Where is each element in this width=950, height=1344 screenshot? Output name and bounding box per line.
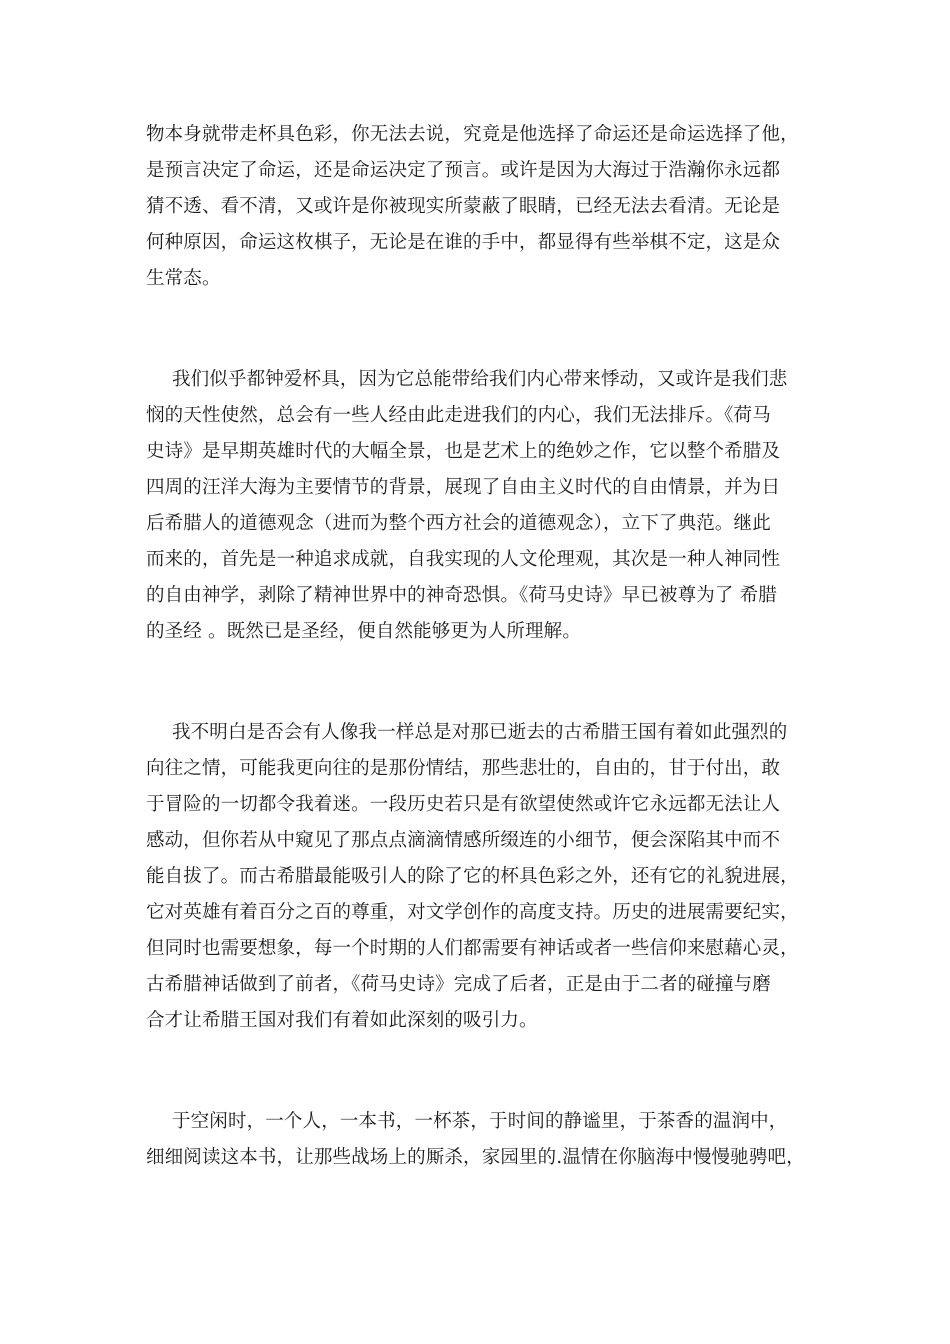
text-line: 向往之情，可能我更向往的是那份情结，那些悲壮的，自由的，甘于付出，敢 [146, 758, 781, 779]
text-line: 古希腊神话做到了前者，《荷马史诗》完成了后者，正是由于二者的碰撞与磨 [146, 974, 771, 995]
text-line: 我不明白是否会有人像我一样总是对那已逝去的古希腊王国有着如此强烈的 [172, 722, 788, 743]
text-line: 合才让希腊王国对我们有着如此深刻的吸引力。 [146, 1010, 538, 1031]
text-line: 而来的，首先是一种追求成就，自我实现的人文伦理观，其次是一种人神同性 [146, 549, 781, 570]
text-line: 是预言决定了命运，还是命运决定了预言。或许是因为大海过于浩瀚你永远都 [146, 160, 781, 181]
text-line: 感动，但你若从中窥见了那点点滴滴情感所缀连的小细节，便会深陷其中而不 [146, 830, 781, 851]
text-line: 但同时也需要想象，每一个时期的人们都需要有神话或者一些信仰来慰藉心灵， [146, 938, 799, 959]
text-line: 史诗》是早期英雄时代的大幅全景，也是艺术上的绝妙之作，它以整个希腊及 [146, 441, 781, 462]
text-line: 物本身就带走杯具色彩，你无法去说，究竟是他选择了命运还是命运选择了他， [146, 124, 799, 145]
text-line: 悯的天性使然，总会有一些人经由此走进我们的内心，我们无法排斥。《荷马 [146, 405, 771, 426]
text-line: 四周的汪洋大海为主要情节的背景，展现了自由主义时代的自由情景，并为日 [146, 477, 781, 498]
text-line: 生常态。 [146, 268, 221, 289]
text-line: 它对英雄有着百分之百的尊重，对文学创作的高度支持。历史的进展需要纪实， [146, 902, 799, 923]
text-line: 的圣经 。既然已是圣经，便自然能够更为人所理解。 [146, 621, 581, 642]
text-line: 猜不透、看不清，又或许是你被现实所蒙蔽了眼睛，已经无法去看清。无论是 [146, 196, 781, 217]
text-line: 我们似乎都钟爱杯具，因为它总能带给我们内心带来悸动，又或许是我们悲 [172, 369, 788, 390]
text-line: 后希腊人的道德观念（进而为整个西方社会的道德观念），立下了典范。继此 [146, 513, 771, 534]
text-line: 于冒险的一切都令我着迷。一段历史若只是有欲望使然或许它永远都无法让人 [146, 794, 781, 815]
text-line: 何种原因，命运这枚棋子，无论是在谁的手中，都显得有些举棋不定，这是众 [146, 232, 781, 253]
text-line: 细细阅读这本书，让那些战场上的厮杀，家园里的.温情在你脑海中慢慢驰骋吧， [146, 1147, 805, 1168]
text-line: 于空闲时，一个人，一本书，一杯茶，于时间的静谧里，于茶香的温润中， [172, 1111, 788, 1132]
text-line: 能自拔了。而古希腊最能吸引人的除了它的杯具色彩之外，还有它的礼貌进展， [146, 866, 799, 887]
text-line: 的自由神学，剥除了精神世界中的神奇恐惧。《荷马史诗》早已被尊为了 希腊 [146, 585, 777, 606]
